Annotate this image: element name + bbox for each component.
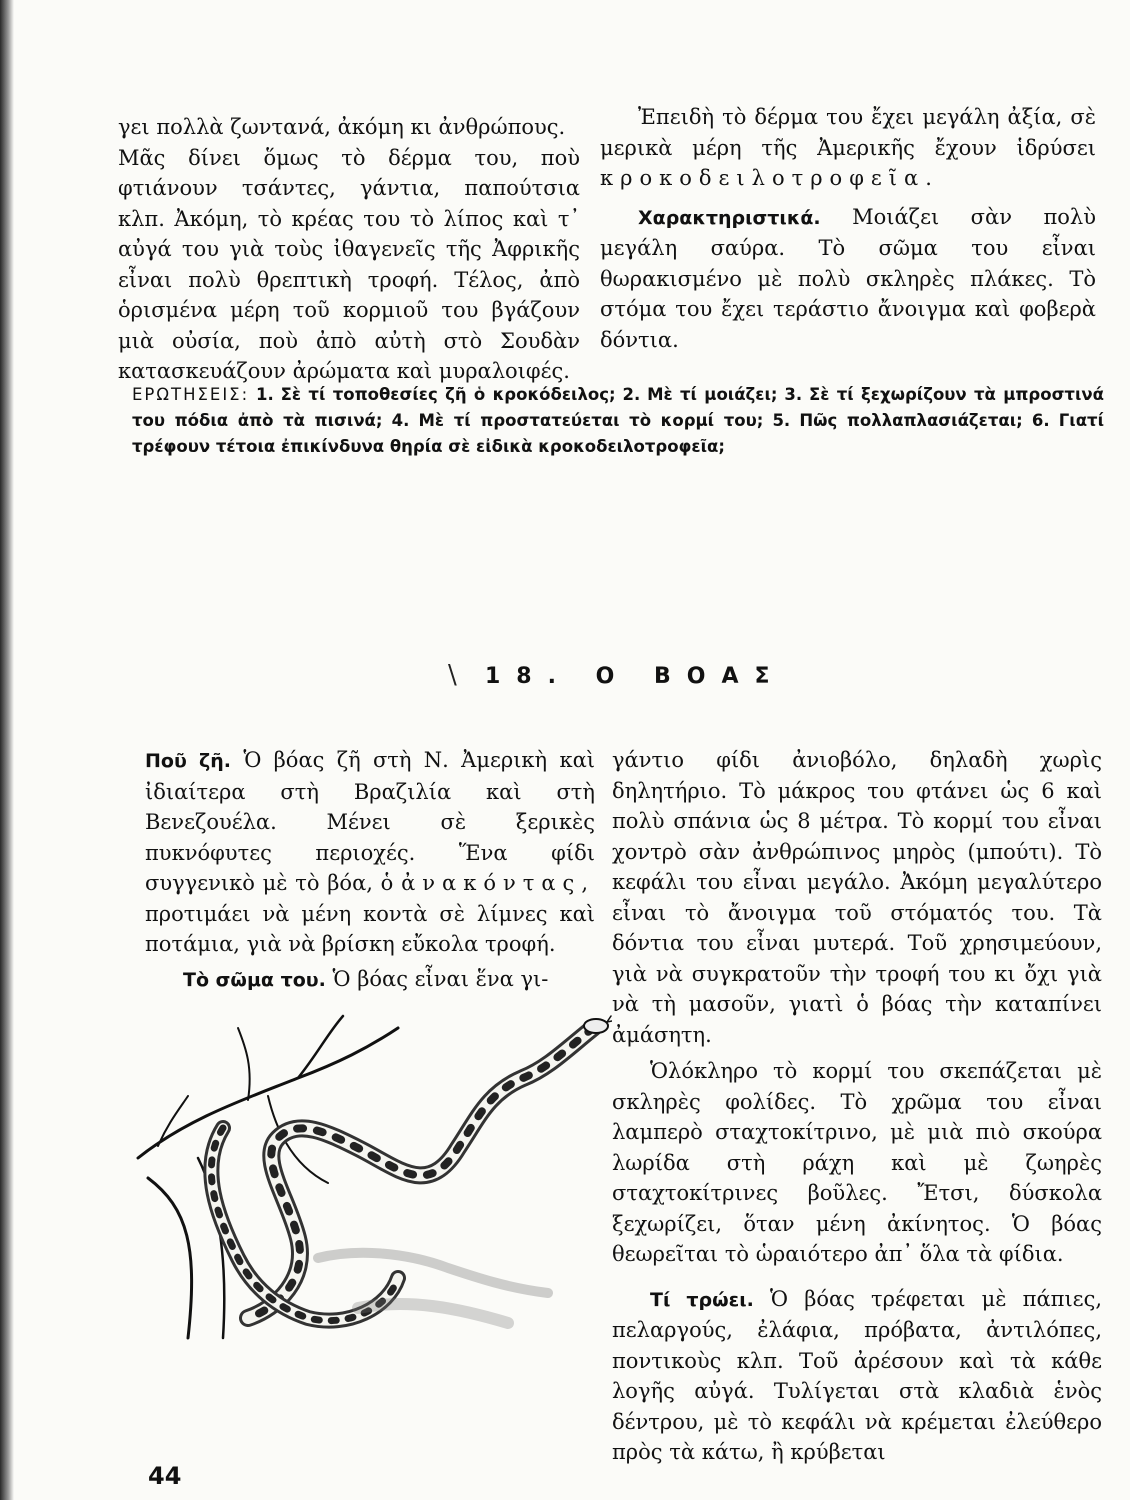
top-right-paragraph-1 xyxy=(600,102,1096,194)
top-right-column xyxy=(600,102,1096,355)
top-left-line-1: γει πολλὰ ζωντανά, ἀκόμη κι ἀνθρώπους. xyxy=(118,115,566,139)
snake-head xyxy=(584,1019,608,1033)
chapter-title xyxy=(485,664,786,689)
top-left-paragraph: Μᾶς δίνει ὅμως τὸ δέρμα του, ποὺ φτιάνουν τσάντες, γάντια, παπούτσια κλπ. Ἀκόμη, τὸ κρέας του τὸ λίπος καὶ τ᾿ αὐγά του γιὰ τοὺς ἰθαγενεῖς τῆς Ἀφρικῆς εἶναι πολὺ θρεπτικὴ τροφή. Τέλος, ἀπὸ ὁρισμένα μέρη τοῦ κορμιοῦ του βγάζουν μιὰ οὐσία, ποὺ ἀπὸ αὐτὴ στὸ Σουδὰν κατασκευάζουν ἀρώματα καὶ μυραλοιφές. xyxy=(118,145,580,383)
body-text: Ὁ βόας εἶναι ἕνα γι- xyxy=(332,966,549,991)
body-label: Τὸ σῶμα του. xyxy=(183,968,326,991)
where-it-lives-paragraph xyxy=(145,745,595,960)
title-margin-mark: \ xyxy=(448,660,457,690)
where-it-lives-text-b: προτιμάει νὰ μένη κοντὰ σὲ λίμνες καὶ ποτάμια, γιὰ νὰ βρίσκη εὔκολα τροφή. xyxy=(145,901,595,956)
question-number: 5. xyxy=(772,411,791,430)
question-text: Γιατί τρέφουν τέτοια ἐπικίνδυνα θηρία σὲ εἰδικὰ κροκοδειλοτροφεῖα; xyxy=(132,411,1105,456)
ground-shading xyxy=(358,1304,508,1323)
chapter-number: 18. xyxy=(485,664,572,689)
anaconda-term: ἀνακόντας, xyxy=(401,871,595,895)
chapter-title-text: Ο ΒΟΑΣ xyxy=(595,664,786,689)
what-it-eats-paragraph xyxy=(612,1284,1102,1468)
characteristics-label: Χαρακτηριστικά. xyxy=(638,206,821,229)
page-edge-shadow xyxy=(0,0,14,1500)
bottom-right-column xyxy=(612,745,1102,1468)
question-text: Σὲ τί τοποθεσίες ζῆ ὁ κροκόδειλος; xyxy=(280,385,616,404)
where-it-lives-label: Ποῦ ζῆ. xyxy=(145,750,231,772)
question-text: Σὲ τί ξεχωρίζουν τὰ μπροστινά του πόδια ἀπὸ τὰ πισινά; xyxy=(132,385,1104,430)
question-text: Πῶς πολλαπλασιάζεται; xyxy=(799,411,1023,430)
body-continued-paragraph: γάντιο φίδι ἀνιοβόλο, δηλαδὴ χωρὶς δηλητήριο. Τὸ μάκρος του φτάνει ὡς 6 καὶ πολὺ σπάνια ὡς 8 μέτρα. Τὸ κορμί του εἶναι χοντρὸ σὰν ἀνθρώπινος μηρὸς (μπούτι). Τὸ κεφάλι του εἶναι μεγάλο. Ἀκόμη μεγαλύτερο εἶναι τὸ ἄνοιγμα τοῦ στόματός του. Τὰ δόντια του εἶναι μυτερά. Τοῦ χρησιμεύουν, γιὰ νὰ συγκρατοῦν τὴν τροφή του κι ὄχι γιὰ νὰ τὴ μασοῦν, γιατὶ ὁ βόας τὴν καταπίνει ἀμάσητη. xyxy=(612,748,1102,1047)
question-number: 2. xyxy=(622,385,641,404)
bottom-left-column xyxy=(145,745,595,995)
question-number: 6. xyxy=(1031,411,1050,430)
tree-branch xyxy=(238,1028,250,1100)
questions-heading: ΕΡΩΤΗΣΕΙΣ: xyxy=(132,385,250,404)
top-right-paragraph-2 xyxy=(600,202,1096,356)
what-it-eats-label: Τί τρώει. xyxy=(650,1288,754,1311)
top-left-column xyxy=(118,112,580,387)
body-paragraph xyxy=(145,964,595,996)
crocodile-farms-term: κροκοδειλοτροφεῖα. xyxy=(600,166,939,190)
where-it-lives-text-a: Ὁ βόας ζῆ στὴ Ν. Ἀμερικὴ καὶ ἰδιαίτερα στὴ Βραζιλία καὶ στὴ Βενεζουέλα. Μένει σὲ ξερικὲς πυκνόφυτες περιοχές. Ἕνα φίδι συγγενικὸ μὲ τὸ βόα, ὁ xyxy=(145,748,595,895)
top-right-text-1: Ἐπειδὴ τὸ δέρμα του ἔχει μεγάλη ἀξία, σὲ μερικὰ μέρη τῆς Ἀμερικῆς ἔχουν ἱδρύσει xyxy=(600,105,1096,160)
question-number: 1. xyxy=(256,385,274,404)
page-number: 44 xyxy=(148,1462,182,1490)
question-number: 3. xyxy=(784,385,803,404)
tree-branch xyxy=(158,1096,188,1146)
characteristics-text: Μοιάζει σὰν πολὺ μεγάλη σαύρα. Τὸ σῶμα του εἶναι θωρακισμένο μὲ πολὺ σκληρὲς πλάκες. Τὸ στόμα του ἔχει τεράστιο ἄνοιγμα καὶ φοβερὰ δόντια. xyxy=(600,204,1096,352)
tree-trunk xyxy=(148,1178,192,1338)
ground-shading xyxy=(318,1253,548,1293)
scales-paragraph: Ὁλόκληρο τὸ κορμί του σκεπάζεται μὲ σκληρὲς φολίδες. Τὸ χρῶμα του εἶναι λαμπερὸ σταχτοκίτρινο, μὲ μιὰ πιὸ σκούρα λωρίδα στὴ ράχη καὶ μὲ ζωηρὲς σταχτοκίτρινες βοῦλες. Ἔτσι, δύσκολα ξεχωρίζει, ὅταν μένη ἀκίνητος. Ὁ βόας θεωρεῖται τὸ ὡραιότερο ἀπ᾿ ὅλα τὰ φίδια. xyxy=(612,1059,1102,1266)
question-text: Μὲ τί μοιάζει; xyxy=(647,385,778,404)
boa-illustration xyxy=(128,1008,612,1343)
question-text: Μὲ τί προστατεύεται τὸ κορμί του; xyxy=(418,411,764,430)
what-it-eats-text: Ὁ βόας τρέφεται μὲ πάπιες, πελαργούς, ἐλάφια, πρόβατα, ἀντιλόπες, ποντικοὺς κλπ. Τοῦ ἀρέσουν καὶ τὰ κάθε λογῆς αὐγά. Τυλίγεται στὰ κλαδιὰ ἑνὸς δέντρου, μὲ τὸ κεφάλι νὰ κρέμεται ἐλεύθερο πρὸς τὰ κάτω, ἢ κρύβεται xyxy=(612,1286,1103,1464)
question-number: 4. xyxy=(391,411,410,430)
questions-block xyxy=(132,382,1104,460)
